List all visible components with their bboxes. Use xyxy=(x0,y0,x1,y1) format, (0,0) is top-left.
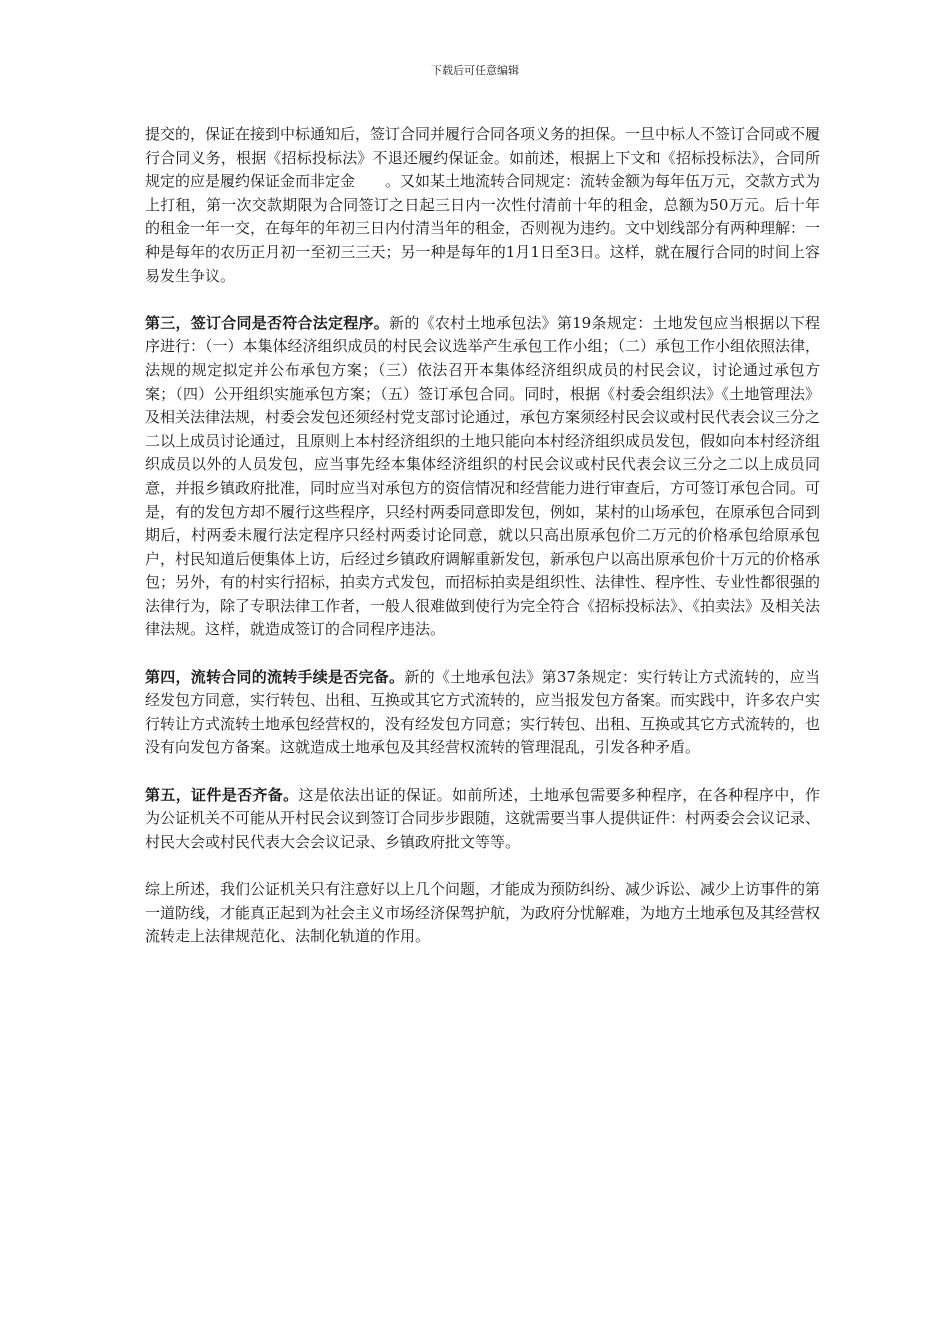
paragraph-guarantee-continuation xyxy=(145,123,820,288)
page-header: 下载后可任意编辑 xyxy=(431,64,519,77)
paragraph-text: 新的《农村土地承包法》第19条规定：土地发包应当根据以下程序进行：（一）本集体经济组织成员的村民会议选举产生承包工作小组；（二）承包工作小组依照法律，法规的规定拟定并公布承包方案；（三）依法召开本集体经济组织成员的村民会议，讨论通过承包方案；（四）公开组织实施承包方案；（五）签订承包合同。同时，根据《村委会组织法》《土地管理法》及相关法律法规，村委会发包还须经村党支部讨论通过，承包方案须经村民会议或村民代表会议三分之二以上成员讨论通过，且原则上本村经济组织的土地只能向本村经济组织成员发包，假如向本村经济组织成员以外的人员发包，应当事先经本集体经济组织的村民会议或村民代表会议三分之二以上成员同意，并报乡镇政府批准，同时应当对承包方的资信情况和经营能力进行审查后，方可签订承包合同。可是，有的发包方却不履行这些程序，只经村两委同意即发包，例如，某村的山场承包，在原承包合同到期后，村两委未履行法定程序只经村两委讨论同意，就以只高出原承包价二万元的价格承包给原承包户，村民知道后便集体上访，后经过乡镇政府调解重新发包，新承包户以高出原承包价十万元的价格承包；另外，有的村实行招标，拍卖方式发包，而招标拍卖是组织性、法律性、程序性、专业性都很强的法律行为，除了专职法律工作者，一般人很难做到使行为完全符合《招标投标法》、《拍卖法》及相关法律法规。这样，就造成签订的合同程序违法。 xyxy=(145,313,821,639)
paragraph-heading: 第五，证件是否齐备。 xyxy=(145,785,299,804)
paragraph-third-point xyxy=(145,312,820,642)
paragraph-fourth-point xyxy=(145,666,820,760)
paragraph-fifth-point xyxy=(145,784,820,855)
paragraph-heading: 第四，流转合同的流转手续是否完备。 xyxy=(145,667,405,686)
paragraph-text: 综上所述，我们公证机关只有注意好以上几个问题，才能成为预防纠纷、减少诉讼、减少上访事件的第一道防线，才能真正起到为社会主义市场经济保驾护航，为政府分忧解难，为地方土地承包及其经营权流转走上法律规范化、法制化轨道的作用。 xyxy=(145,880,821,946)
paragraph-conclusion xyxy=(145,878,820,949)
paragraph-text: 提交的，保证在接到中标通知后，签订合同并履行合同各项义务的担保。一旦中标人不签订合同或不履行合同义务，根据《招标投标法》不退还履约保证金。如前述，根据上下文和《招标投标法》，合同所规定的应是履约保证金而非定金 。又如某土地流转合同规定：流转金额为每年伍万元，交款方式为上打租，第一次交款期限为合同签订之日起三日内一次性付清前十年的租金，总额为50万元。后十年的租金一年一交，在每年的年初三日内付清当年的租金，否则视为违约。文中划线部分有两种理解：一种是每年的农历正月初一至初三三天；另一种是每年的1月1日至3日。这样，就在履行合同的时间上容易发生争议。 xyxy=(145,125,821,285)
document-body xyxy=(145,123,820,972)
paragraph-text: 新的《土地承包法》第37条规定：实行转让方式流转的，应当经发包方同意，实行转包、出租、互换或其它方式流转的，应当报发包方备案。而实践中，许多农户实行转让方式流转土地承包经营权的，没有经发包方同意；实行转包、出租、互换或其它方式流转的，也没有向发包方备案。这就造成土地承包及其经营权流转的管理混乱，引发各种矛盾。 xyxy=(145,667,821,757)
paragraph-text: 这是依法出证的保证。如前所述，土地承包需要多种程序，在各种程序中，作为公证机关不可能从开村民会议到签订合同步步跟随，这就需要当事人提供证件：村两委会会议记录、村民大会或村民代表大会会议记录、乡镇政府批文等等。 xyxy=(145,785,821,851)
paragraph-heading: 第三，签订合同是否符合法定程序。 xyxy=(145,313,390,332)
